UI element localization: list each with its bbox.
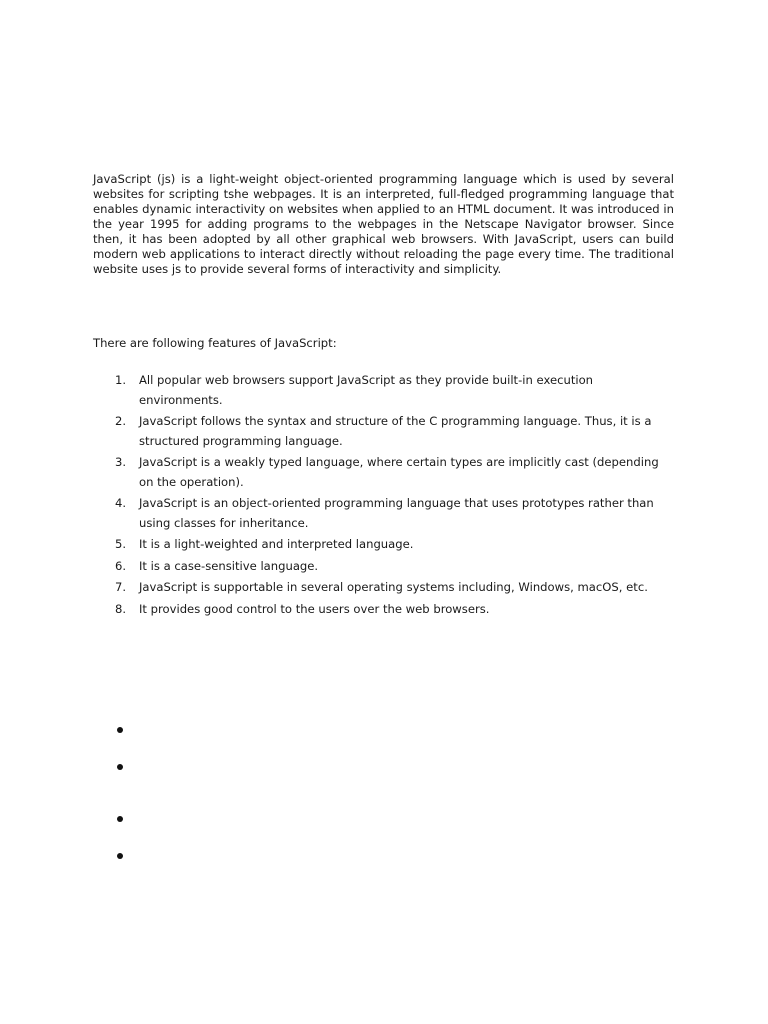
list-item-text: It is a light-weighted and interpreted language. xyxy=(139,537,414,551)
list-item xyxy=(93,412,674,451)
features-heading: There are following features of JavaScript: xyxy=(93,336,337,350)
list-item xyxy=(93,557,674,577)
list-item xyxy=(93,578,674,598)
bullet-icon xyxy=(117,853,123,859)
bullet-icon xyxy=(117,816,123,822)
features-list xyxy=(93,371,674,621)
list-item xyxy=(93,535,674,555)
list-item-text: JavaScript follows the syntax and structure of the C programming language. Thus, it is a structured programming language. xyxy=(139,414,652,448)
list-item xyxy=(93,494,674,533)
list-item-number: 4. xyxy=(115,496,127,510)
list-item-number: 8. xyxy=(115,601,127,616)
list-item-number: 5. xyxy=(115,537,127,551)
list-item-number: 6. xyxy=(115,558,127,573)
list-item-text: JavaScript is a weakly typed language, where certain types are implicitly cast (depending on the operation). xyxy=(139,455,659,489)
list-item-text: JavaScript is supportable in several operating systems including, Windows, macOS, etc. xyxy=(139,580,648,594)
list-item-text: It is a case-sensitive language. xyxy=(139,558,319,573)
list-item-number: 1. xyxy=(115,373,127,387)
list-item xyxy=(93,371,674,410)
bullet-icon xyxy=(117,764,123,770)
bullet-icon xyxy=(117,727,123,733)
list-item-text: JavaScript is an object-oriented programming language that uses prototypes rather than using classes for inheritance. xyxy=(139,496,654,530)
list-item-text: All popular web browsers support JavaScript as they provide built-in execution environments. xyxy=(139,373,594,407)
intro-paragraph: JavaScript (js) is a light-weight object-oriented programming language which is used by several websites for scripting tshe webpages. It is an interpreted, full-fledged programming language that enables dynamic interactivity on websites when applied to an HTML document. It was introduced in the year 1995 for adding programs to the webpages in the Netscape Navigator browser. Since then, it has been adopted by all other graphical web browsers. With JavaScript, users can build modern web applications to interact directly without reloading the page every time. The traditional website uses js to provide several forms of interactivity and simplicity. xyxy=(93,172,674,276)
list-item xyxy=(93,453,674,492)
list-item-number: 7. xyxy=(115,580,127,594)
list-item xyxy=(93,600,674,620)
list-item-number: 2. xyxy=(115,414,127,428)
list-item-number: 3. xyxy=(115,455,127,469)
list-item-text: It provides good control to the users over the web browsers. xyxy=(139,601,490,616)
